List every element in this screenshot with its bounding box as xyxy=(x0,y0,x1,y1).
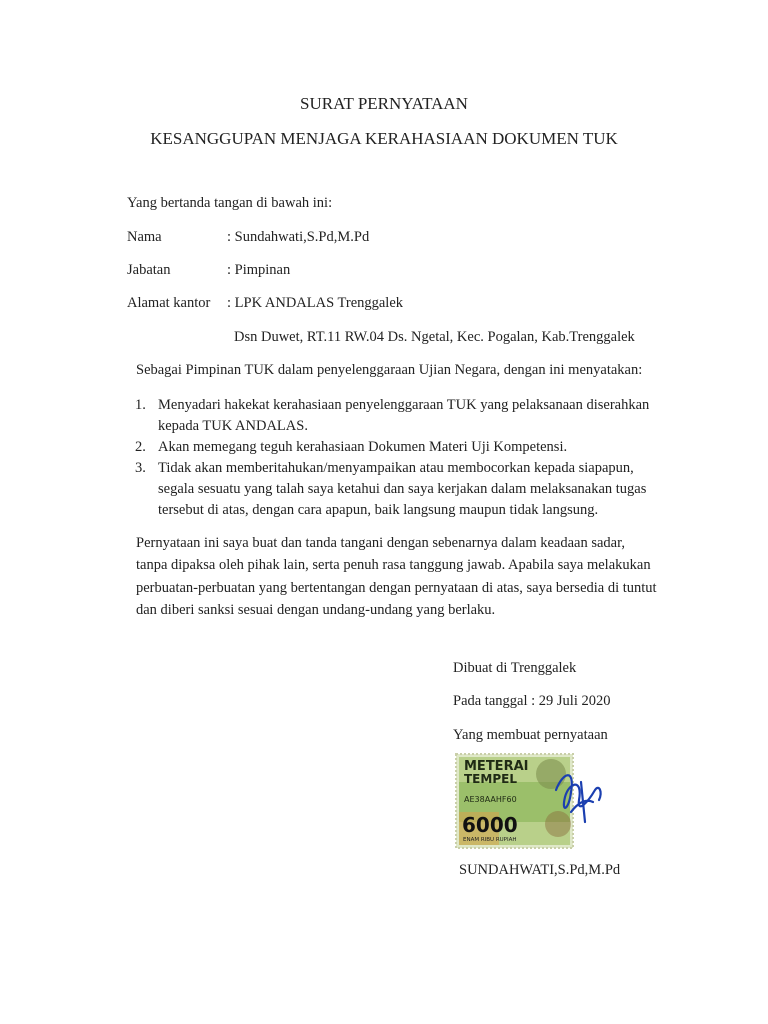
signatory-name: SUNDAHWATI,S.Pd,M.Pd xyxy=(459,862,621,878)
meterai-stamp-with-signature xyxy=(453,752,623,852)
field-label-jabatan: Jabatan xyxy=(127,262,171,278)
list-number: 1. xyxy=(135,397,146,413)
statement-lead: Sebagai Pimpinan TUK dalam penyelenggaraan Ujian Negara, dengan ini menyatakan: xyxy=(136,362,643,378)
signature-place: Dibuat di Trenggalek xyxy=(453,660,577,676)
stamp-amount-text: ENAM RIBU RUPIAH xyxy=(463,837,517,843)
stamp-title-2: TEMPEL xyxy=(464,772,517,786)
document-title: SURAT PERNYATAAN xyxy=(300,94,468,113)
list-text-line: Tidak akan memberitahukan/menyampaikan atau membocorkan kepada siapapun, xyxy=(158,460,634,476)
list-text-line: Menyadari hakekat kerahasiaan penyelenggaraan TUK yang pelaksanaan diserahkan xyxy=(158,397,650,413)
list-item xyxy=(127,437,687,458)
list-text-line: Akan memegang teguh kerahasiaan Dokumen Materi Uji Kompetensi. xyxy=(158,439,568,455)
closing-line: tanpa dipaksa oleh pihak lain, serta penuh rasa tanggung jawab. Apabila saya melakukan xyxy=(136,557,651,574)
list-text-line: segala sesuatu yang talah saya ketahui dan saya kerjakan dalam melaksanakan tugas xyxy=(158,481,647,497)
garuda-emblem-icon xyxy=(536,759,566,789)
stamp-title-1: METERAI xyxy=(464,759,529,774)
list-number: 3. xyxy=(135,460,146,476)
signature-date: Pada tanggal : 29 Juli 2020 xyxy=(453,693,611,709)
field-value-nama: : Sundahwati,S.Pd,M.Pd xyxy=(227,229,370,245)
stamp-serial: AE38AAHF60 xyxy=(464,795,517,804)
field-value-alamat: : LPK ANDALAS Trenggalek xyxy=(227,295,404,311)
address-line-2: Dsn Duwet, RT.11 RW.04 Ds. Ngetal, Kec. Pogalan, Kab.Trenggalek xyxy=(234,329,635,345)
closing-line: dan diberi sanksi sesuai dengan undang-undang yang berlaku. xyxy=(136,601,496,618)
closing-line: perbuatan-perbuatan yang bertentangan dengan pernyataan di atas, saya bersedia di tuntut xyxy=(136,579,657,596)
document-subtitle: KESANGGUPAN MENJAGA KERAHASIAAN DOKUMEN TUK xyxy=(150,129,618,148)
closing-line: Pernyataan ini saya buat dan tanda tangani dengan sebenarnya dalam keadaan sadar, xyxy=(136,535,625,551)
list-item xyxy=(127,395,687,437)
closing-paragraph xyxy=(136,532,711,621)
field-label-nama: Nama xyxy=(127,229,162,245)
signature-maker-label: Yang membuat pernyataan xyxy=(453,727,608,743)
intro-text: Yang bertanda tangan di bawah ini: xyxy=(127,195,333,211)
statement-list xyxy=(127,395,687,521)
stamp-amount: 6000 xyxy=(462,813,518,837)
field-value-jabatan: : Pimpinan xyxy=(227,262,291,278)
list-text-line: kepada TUK ANDALAS. xyxy=(158,418,308,434)
list-text-line: tersebut di atas, dengan cara apapun, baik langsung maupun tidak langsung. xyxy=(158,502,599,518)
field-label-alamat: Alamat kantor xyxy=(127,295,211,311)
list-number: 2. xyxy=(135,439,146,455)
list-item xyxy=(127,458,687,521)
stamp-seal-icon xyxy=(545,811,571,837)
